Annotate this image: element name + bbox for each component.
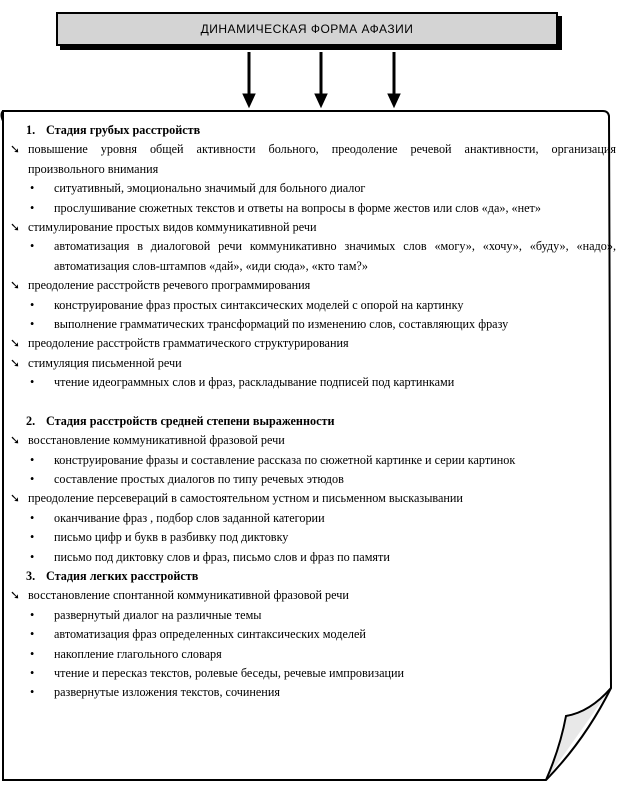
sub-list-item-text: составление простых диалогов по типу речевых этюдов (54, 471, 344, 486)
list-item (10, 334, 616, 353)
dot-bullet-icon: • (30, 297, 35, 312)
sub-list-item (10, 315, 616, 334)
sub-list-item (10, 296, 616, 315)
sub-list-item-text: накопление глагольного словаря (54, 646, 222, 661)
sub-list-item-text: оканчивание фраз , подбор слов заданной категории (54, 510, 325, 525)
arrow-bullet-icon: ➘ (10, 220, 21, 235)
arrow-bullet-icon: ➘ (10, 336, 21, 351)
sub-list-item-text: автоматизация в диалоговой речи коммуникативно значимых слов «могу», «хочу», «буду», «надо», автоматизация слов-штампов «дай», «иди сюда», «кто там?» (54, 239, 616, 273)
dot-bullet-icon: • (30, 665, 35, 680)
list-item-text: восстановление спонтанной коммуникативной фразовой речи (28, 588, 349, 603)
sub-list-item-text: автоматизация фраз определенных синтаксических моделей (54, 627, 366, 642)
sub-list-item-text: конструирование фраз простых синтаксических моделей с опорой на картинку (54, 297, 464, 312)
stages-content (10, 121, 616, 703)
list-item-text: преодоление персевераций в самостоятельном устном и письменном высказывании (28, 491, 463, 506)
arrow-bullet-icon: ➘ (10, 491, 21, 506)
sub-list-item (10, 683, 616, 702)
list-item (10, 489, 616, 508)
sub-list-item-text: выполнение грамматических трансформаций по изменению слов, составляющих фразу (54, 317, 509, 332)
dot-bullet-icon: • (30, 239, 35, 254)
list-item-text: преодоление расстройств грамматического структурирования (28, 336, 349, 351)
dot-bullet-icon: • (30, 200, 35, 215)
sub-list-item-text: письмо цифр и букв в разбивку под диктовку (54, 530, 289, 545)
dot-bullet-icon: • (30, 471, 35, 486)
sub-list-item (10, 199, 616, 218)
sub-list-item (10, 470, 616, 489)
sub-list-item (10, 645, 616, 664)
list-item-text: стимуляция письменной речи (28, 355, 182, 370)
sub-list-item (10, 606, 616, 625)
stage-number: 1. (26, 123, 36, 137)
stage-heading (10, 567, 616, 586)
diagram-title-box (56, 12, 558, 46)
stage-title: Стадия грубых расстройств (46, 123, 201, 137)
dot-bullet-icon: • (30, 549, 35, 564)
sub-list-item-text: прослушивание сюжетных текстов и ответы на вопросы в форме жестов или слов «да», «нет» (54, 200, 541, 215)
dot-bullet-icon: • (30, 375, 35, 390)
dot-bullet-icon: • (30, 530, 35, 545)
arrow-bullet-icon: ➘ (10, 433, 21, 448)
sub-list-item-text: развернутые изложения текстов, сочинения (54, 685, 280, 700)
dot-bullet-icon: • (30, 510, 35, 525)
list-item-text: стимулирование простых видов коммуникативной речи (28, 220, 317, 235)
arrow-bullet-icon: ➘ (10, 142, 21, 157)
sub-list-item (10, 237, 616, 276)
dot-bullet-icon: • (30, 181, 35, 196)
sub-list-item-text: чтение и пересказ текстов, ролевые беседы, речевые импровизации (54, 665, 405, 680)
list-item (10, 140, 616, 179)
stage-title: Стадия легких расстройств (46, 568, 199, 583)
sub-list-item-text: письмо под диктовку слов и фраз, письмо слов и фраз по памяти (54, 549, 390, 564)
sub-list-item (10, 625, 616, 644)
list-item-text: повышение уровня общей активности больного, преодоление речевой анактивности, организация произвольного внимания (28, 142, 616, 176)
dot-bullet-icon: • (30, 627, 35, 642)
stage-number: 2. (26, 413, 36, 428)
sub-list-item (10, 528, 616, 547)
sub-list-item-text: ситуативный, эмоционально значимый для больного диалог (54, 181, 366, 196)
sub-list-item-text: чтение идеограммных слов и фраз, раскладывание подписей под картинками (54, 375, 455, 390)
dot-bullet-icon: • (30, 685, 35, 700)
dot-bullet-icon: • (30, 607, 35, 622)
sub-list-item (10, 548, 616, 567)
arrow-bullet-icon: ➘ (10, 588, 21, 603)
list-item (10, 586, 616, 605)
stage-number: 3. (26, 568, 36, 583)
list-item (10, 276, 616, 295)
spacer (10, 393, 616, 412)
sub-list-item (10, 179, 616, 198)
stage-heading (10, 412, 616, 431)
arrow-bullet-icon: ➘ (10, 355, 21, 370)
sub-list-item (10, 509, 616, 528)
list-item (10, 431, 616, 450)
arrow-bullet-icon: ➘ (10, 278, 21, 293)
dot-bullet-icon: • (30, 452, 35, 467)
dot-bullet-icon: • (30, 646, 35, 661)
stage-heading (10, 121, 616, 140)
list-item (10, 354, 616, 373)
list-item-text: восстановление коммуникативной фразовой речи (28, 433, 285, 448)
sub-list-item-text: конструирование фразы и составление рассказа по сюжетной картинке и серии картинок (54, 452, 516, 467)
dot-bullet-icon: • (30, 317, 35, 332)
sub-list-item (10, 373, 616, 392)
list-item-text: преодоление расстройств речевого программирования (28, 278, 311, 293)
list-item (10, 218, 616, 237)
sub-list-item (10, 664, 616, 683)
diagram-title: ДИНАМИЧЕСКАЯ ФОРМА АФАЗИИ (200, 22, 414, 36)
sub-list-item (10, 451, 616, 470)
stage-title: Стадия расстройств средней степени выраженности (46, 413, 335, 428)
sub-list-item-text: развернутый диалог на различные темы (54, 607, 262, 622)
